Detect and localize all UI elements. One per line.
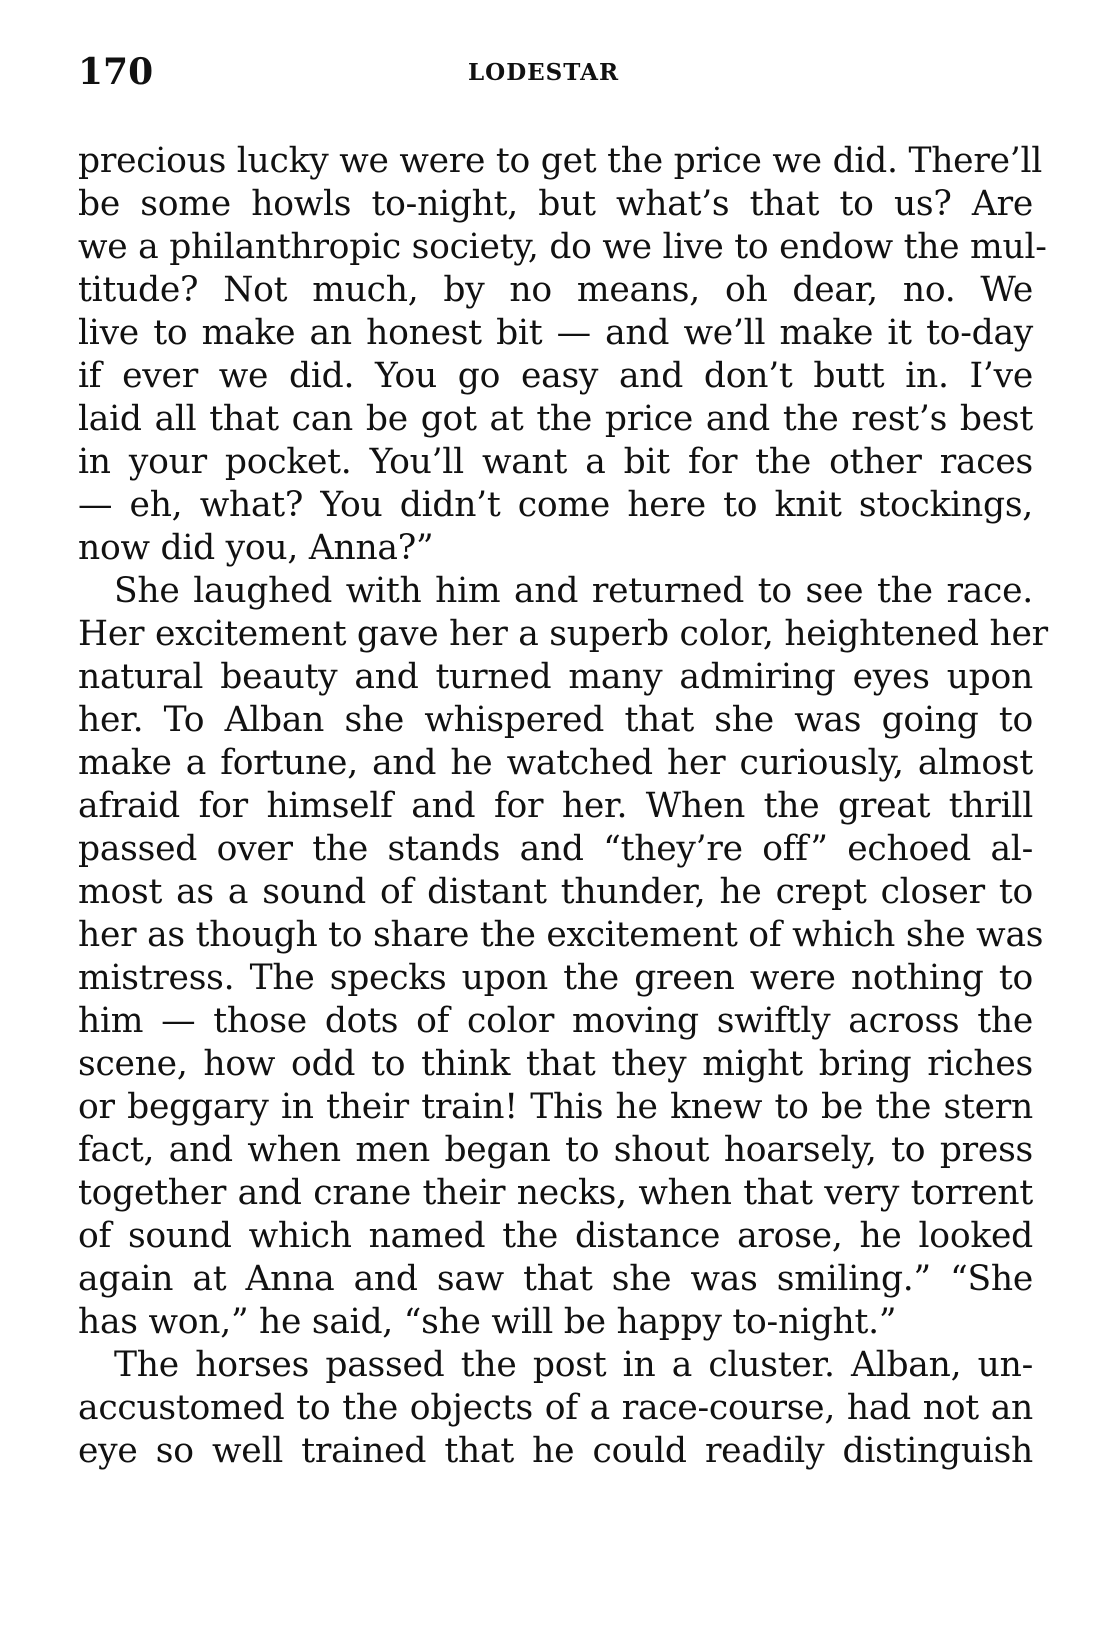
text-line: of sound which named the distance arose, he looked bbox=[78, 1216, 1033, 1256]
paragraph-3 bbox=[78, 1344, 1033, 1473]
text-line: accustomed to the objects of a race-course, had not an bbox=[78, 1388, 1033, 1428]
running-title: LODESTAR bbox=[468, 59, 620, 86]
text-line: again at Anna and saw that she was smiling.” “She bbox=[78, 1259, 1033, 1299]
text-line: — eh, what? You didn’t come here to knit stockings, bbox=[78, 485, 1033, 525]
text-line: Her excitement gave her a superb color, heightened her bbox=[78, 614, 1048, 654]
running-header bbox=[78, 52, 1038, 92]
text-line: make a fortune, and he watched her curiously, almost bbox=[78, 743, 1033, 783]
text-line: most as a sound of distant thunder, he crept closer to bbox=[78, 872, 1033, 912]
page-number: 170 bbox=[78, 51, 154, 93]
text-line: live to make an honest bit — and we’ll make it to-day bbox=[78, 313, 1033, 353]
body-text bbox=[78, 140, 1048, 1473]
text-line: The horses passed the post in a cluster. Alban, un- bbox=[114, 1345, 1033, 1385]
paragraph-1 bbox=[78, 140, 1047, 570]
text-line: him — those dots of color moving swiftly across the bbox=[78, 1001, 1033, 1041]
text-line: her as though to share the excitement of which she was bbox=[78, 915, 1044, 955]
text-line: precious lucky we were to get the price we did. There’ll bbox=[78, 141, 1043, 181]
text-line: afraid for himself and for her. When the great thrill bbox=[78, 786, 1033, 826]
paragraph-2 bbox=[78, 570, 1048, 1344]
text-line: scene, how odd to think that they might bring riches bbox=[78, 1044, 1033, 1084]
text-line: together and crane their necks, when that very torrent bbox=[78, 1173, 1033, 1213]
text-line: her. To Alban she whispered that she was going to bbox=[78, 700, 1033, 740]
text-line: fact, and when men began to shout hoarsely, to press bbox=[78, 1130, 1033, 1170]
text-line: now did you, Anna?” bbox=[78, 528, 434, 568]
text-line: or beggary in their train! This he knew to be the stern bbox=[78, 1087, 1033, 1127]
text-line: has won,” he said, “she will be happy to-night.” bbox=[78, 1302, 897, 1342]
text-line: natural beauty and turned many admiring eyes upon bbox=[78, 657, 1033, 697]
text-line: be some howls to-night, but what’s that to us? Are bbox=[78, 184, 1033, 224]
text-line: laid all that can be got at the price and the rest’s best bbox=[78, 399, 1033, 439]
text-line: passed over the stands and “they’re off” echoed al- bbox=[78, 829, 1033, 869]
text-line: She laughed with him and returned to see the race. bbox=[114, 571, 1033, 611]
text-line: titude? Not much, by no means, oh dear, no. We bbox=[78, 270, 1033, 310]
text-line: eye so well trained that he could readily distinguish bbox=[78, 1431, 1033, 1471]
text-line: in your pocket. You’ll want a bit for the other races bbox=[78, 442, 1033, 482]
text-line: mistress. The specks upon the green were nothing to bbox=[78, 958, 1033, 998]
text-line: if ever we did. You go easy and don’t butt in. I’ve bbox=[78, 356, 1033, 396]
text-line: we a philanthropic society, do we live to endow the mul- bbox=[78, 227, 1047, 267]
